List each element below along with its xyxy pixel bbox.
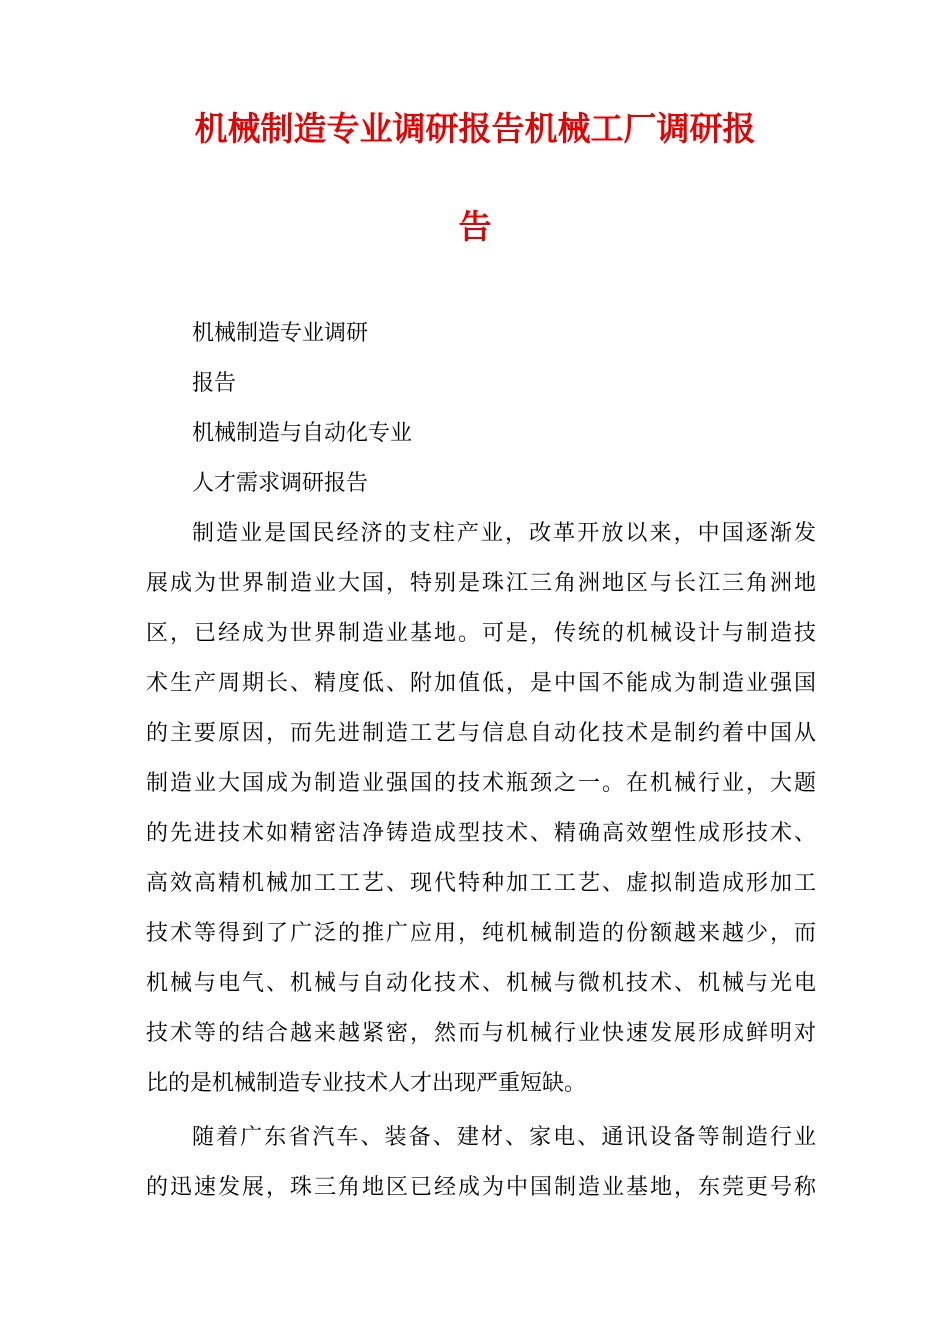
document-title-line-1: 机械制造专业调研报告机械工厂调研报 xyxy=(194,109,756,148)
document-title-line-2: 告 xyxy=(458,207,492,246)
paragraph-1-line: 比的是机械制造专业技术人才出现严重短缺。 xyxy=(146,1071,587,1096)
paragraph-1-line: 制造业是国民经济的支柱产业，改革开放以来，中国逐渐发 xyxy=(192,521,816,546)
paragraph-1-line: 机械与电气、机械与自动化技术、机械与微机技术、机械与光电 xyxy=(146,971,816,996)
paragraph-2-line: 的迅速发展，珠三角地区已经成为中国制造业基地，东莞更号称 xyxy=(146,1175,816,1200)
subtitle-line-3: 机械制造与自动化专业 xyxy=(192,421,413,446)
paragraph-1-line: 制造业大国成为制造业强国的技术瓶颈之一。在机械行业，大题 xyxy=(146,771,816,796)
paragraph-1-line: 技术等的结合越来越紧密，然而与机械行业快速发展形成鲜明对 xyxy=(146,1021,816,1046)
paragraph-1-line: 术生产周期长、精度低、附加值低，是中国不能成为制造业强国 xyxy=(146,671,816,696)
paragraph-2-line: 随着广东省汽车、装备、建材、家电、通讯设备等制造行业 xyxy=(192,1125,816,1150)
subtitle-line-1: 机械制造专业调研 xyxy=(192,321,369,346)
paragraph-1-line: 技术等得到了广泛的推广应用，纯机械制造的份额越来越少，而 xyxy=(146,921,816,946)
paragraph-1-line: 展成为世界制造业大国，特别是珠江三角洲地区与长江三角洲地 xyxy=(146,571,816,596)
subtitle-line-2: 报告 xyxy=(192,371,237,396)
paragraph-1-line: 的主要原因，而先进制造工艺与信息自动化技术是制约着中国从 xyxy=(146,721,816,746)
subtitle-line-4: 人才需求调研报告 xyxy=(192,471,369,496)
paragraph-1-line: 的先进技术如精密洁净铸造成型技术、精确高效塑性成形技术、 xyxy=(146,821,816,846)
paragraph-1-line: 区，已经成为世界制造业基地。可是，传统的机械设计与制造技 xyxy=(146,621,816,646)
paragraph-1-line: 高效高精机械加工工艺、现代特种加工工艺、虚拟制造成形加工 xyxy=(146,871,816,896)
